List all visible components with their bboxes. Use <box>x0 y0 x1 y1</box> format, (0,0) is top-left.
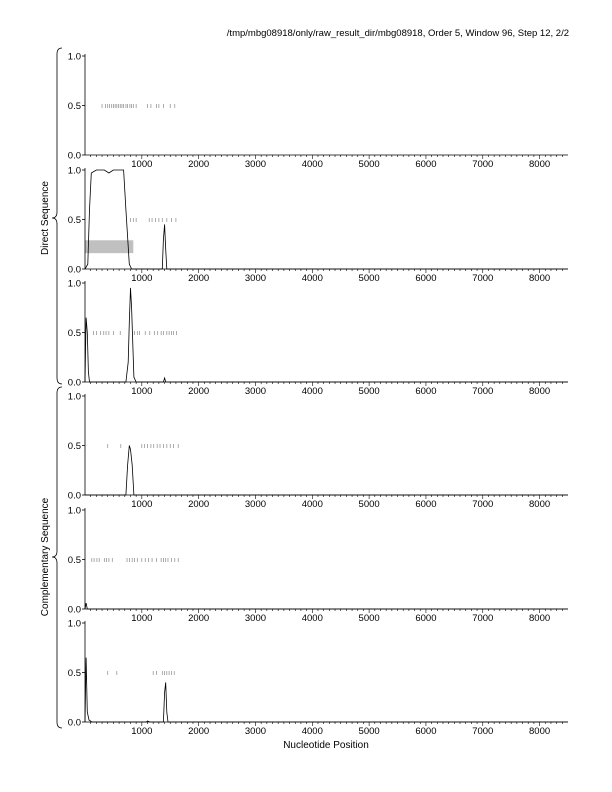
y-tick-label: 1.0 <box>67 391 81 403</box>
y-tick-label: 0.0 <box>67 150 81 162</box>
y-tick-label: 0.5 <box>67 668 81 679</box>
panel-2 <box>68 166 568 285</box>
x-tick-label: 1000 <box>131 159 153 170</box>
y-tick-label: 0.5 <box>67 101 81 112</box>
x-tick-label: 4000 <box>301 613 323 624</box>
y-tick-label: 0.0 <box>67 604 81 616</box>
x-tick-label: 3000 <box>244 273 267 284</box>
x-axis-title: Nucleotide Position <box>283 740 369 751</box>
complementary-group-label: Complementary Sequence <box>40 497 51 617</box>
y-tick-label: 0.0 <box>67 377 81 389</box>
x-tick-label: 7000 <box>472 726 494 737</box>
panel-1 <box>68 52 568 171</box>
x-tick-label: 3000 <box>244 613 267 624</box>
x-tick-label: 7000 <box>472 386 494 397</box>
panel-4 <box>68 392 568 511</box>
x-tick-label: 8000 <box>529 159 551 170</box>
y-tick-label: 0.0 <box>67 490 81 502</box>
x-tick-label: 3000 <box>244 499 267 510</box>
panel-5 <box>68 506 568 625</box>
x-tick-label: 6000 <box>415 499 437 510</box>
x-tick-label: 8000 <box>529 499 551 510</box>
x-tick-label: 6000 <box>415 386 437 397</box>
y-tick-label: 0.0 <box>67 717 81 729</box>
y-tick-label: 1.0 <box>67 165 81 177</box>
y-tick-label: 1.0 <box>67 51 81 63</box>
x-tick-label: 2000 <box>188 273 210 284</box>
series-line <box>85 603 568 609</box>
x-tick-label: 5000 <box>358 499 380 510</box>
x-tick-label: 8000 <box>529 273 551 284</box>
x-tick-label: 4000 <box>301 386 323 397</box>
series-line <box>85 446 568 496</box>
x-tick-label: 7000 <box>472 159 494 170</box>
panels <box>68 52 568 738</box>
x-tick-label: 1000 <box>131 499 153 510</box>
complementary-group-brace <box>52 387 62 728</box>
x-tick-label: 1000 <box>131 726 153 737</box>
series-line <box>85 658 568 722</box>
x-tick-label: 5000 <box>358 726 380 737</box>
panel-3 <box>68 279 568 398</box>
x-tick-label: 5000 <box>358 273 380 284</box>
x-tick-label: 5000 <box>358 386 380 397</box>
x-tick-label: 4000 <box>301 726 323 737</box>
x-tick-label: 1000 <box>131 273 153 284</box>
x-tick-label: 3000 <box>244 726 267 737</box>
x-tick-label: 4000 <box>301 499 323 510</box>
x-tick-label: 2000 <box>188 386 210 397</box>
x-tick-label: 1000 <box>131 386 153 397</box>
header-title: /tmp/mbg08918/only/raw_result_dir/mbg08918, Order 5, Window 96, Step 12, 2/2 <box>226 28 569 39</box>
x-tick-label: 7000 <box>472 499 494 510</box>
x-tick-label: 6000 <box>415 726 437 737</box>
x-tick-label: 8000 <box>529 386 551 397</box>
x-tick-label: 2000 <box>188 499 210 510</box>
y-tick-label: 0.5 <box>67 441 81 452</box>
y-tick-label: 0.5 <box>67 328 81 339</box>
y-tick-label: 1.0 <box>67 505 81 517</box>
x-tick-label: 5000 <box>358 613 380 624</box>
series-line <box>85 170 568 269</box>
x-tick-label: 5000 <box>358 159 380 170</box>
y-tick-label: 1.0 <box>67 618 81 630</box>
direct-group-brace <box>52 48 62 384</box>
y-tick-label: 0.5 <box>67 215 81 226</box>
y-tick-label: 0.5 <box>67 555 81 566</box>
x-tick-label: 1000 <box>131 613 153 624</box>
y-tick-label: 1.0 <box>67 278 81 290</box>
direct-group-label: Direct Sequence <box>40 181 51 255</box>
x-tick-label: 6000 <box>415 613 437 624</box>
x-tick-label: 6000 <box>415 159 437 170</box>
x-tick-label: 6000 <box>415 273 437 284</box>
x-tick-label: 7000 <box>472 613 494 624</box>
x-tick-label: 2000 <box>188 726 210 737</box>
x-tick-label: 4000 <box>301 159 323 170</box>
x-tick-label: 3000 <box>244 159 267 170</box>
x-tick-label: 7000 <box>472 273 494 284</box>
shaded-band <box>85 240 133 253</box>
x-tick-label: 8000 <box>529 726 551 737</box>
panel-6 <box>68 619 568 738</box>
x-tick-label: 3000 <box>244 386 267 397</box>
x-tick-label: 2000 <box>188 613 210 624</box>
x-tick-label: 2000 <box>188 159 210 170</box>
x-tick-label: 8000 <box>529 613 551 624</box>
y-tick-label: 0.0 <box>67 264 81 276</box>
x-tick-label: 4000 <box>301 273 323 284</box>
